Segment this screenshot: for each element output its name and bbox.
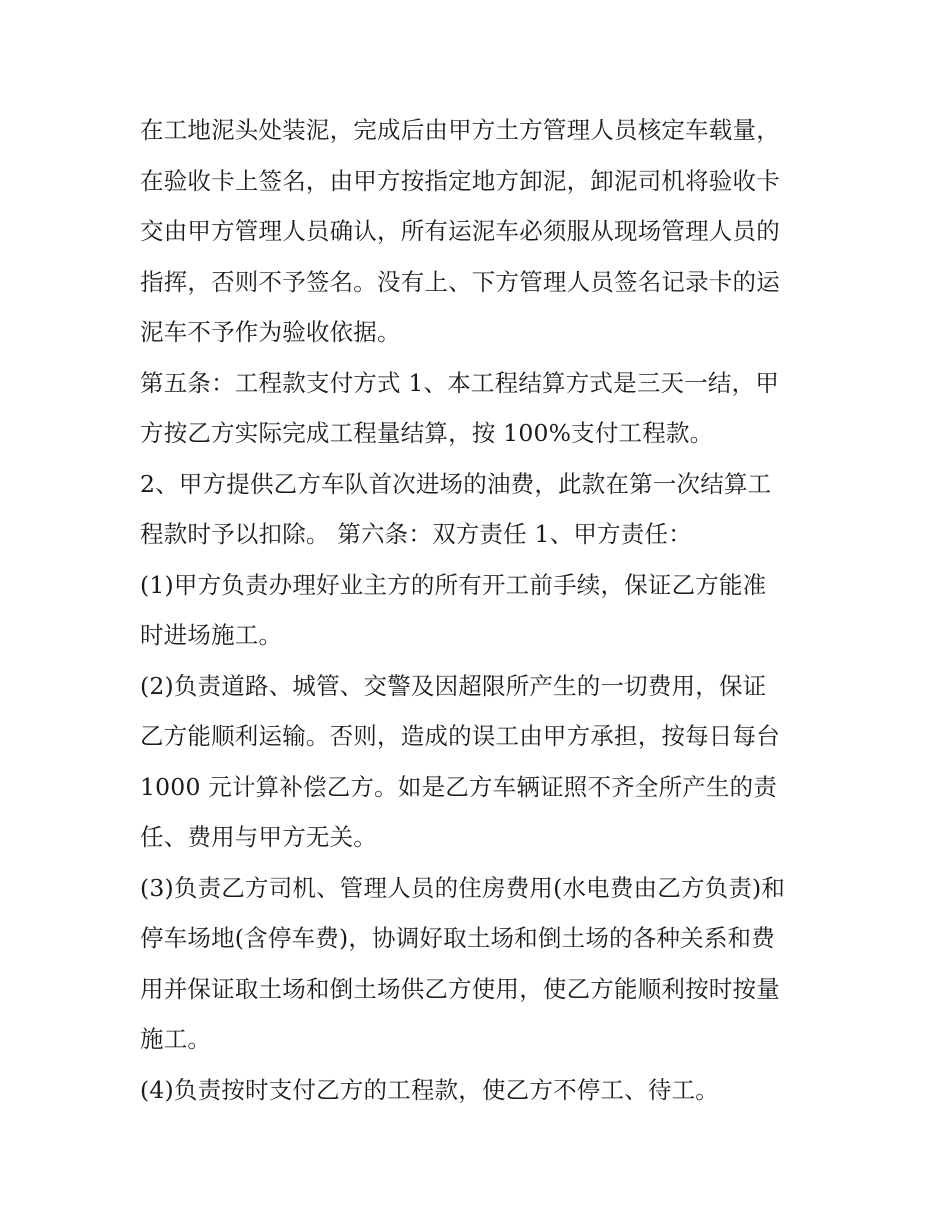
paragraph-article-5 [140, 358, 820, 459]
paragraph-item-1 [140, 560, 820, 661]
paragraph-fuel-cost [140, 459, 820, 560]
text-line: 指挥，否则不予签名。没有上、下方管理人员签名记录卡的运 [140, 267, 780, 296]
text-line: 泥车不予作为验收依据。 [140, 318, 401, 346]
text-line: 2、甲方提供乙方车队首次进场的油费，此款在第一次结算工 [140, 469, 772, 498]
text-line: 任、费用与甲方无关。 [140, 823, 377, 851]
text-line: 1000 元计算补偿乙方。如是乙方车辆证照不齐全所产生的责 [140, 772, 778, 801]
text-line: 施工。 [140, 1025, 212, 1053]
paragraph-item-4 [140, 1065, 820, 1116]
text-line: (4)负责按时支付乙方的工程款，使乙方不停工、待工。 [140, 1075, 719, 1104]
text-line: 在验收卡上签名，由甲方按指定地方卸泥，卸泥司机将验收卡 [140, 166, 780, 195]
text-line: (1)甲方负责办理好业主方的所有开工前手续，保证乙方能准 [140, 570, 767, 599]
text-line: 停车场地(含停车费)，协调好取土场和倒土场的各种关系和费 [140, 924, 775, 952]
paragraph-item-2 [140, 661, 820, 863]
paragraph-loading-procedure [140, 105, 820, 358]
paragraph-item-3 [140, 863, 820, 1065]
text-line: 第五条：工程款支付方式 1、本工程结算方式是三天一结，甲 [140, 368, 780, 397]
document-body [140, 105, 820, 1115]
text-line: 交由甲方管理人员确认，所有运泥车必须服从现场管理人员的 [140, 217, 780, 245]
text-line: (3)负责乙方司机、管理人员的住房费用(水电费由乙方负责)和 [140, 873, 786, 902]
text-line: 时进场施工。 [140, 621, 283, 649]
text-line: 方按乙方实际完成工程量结算，按 100%支付工程款。 [140, 419, 714, 447]
text-line: (2)负责道路、城管、交警及因超限所产生的一切费用，保证 [140, 671, 767, 700]
text-line: 程款时予以扣除。 第六条：双方责任 1、甲方责任： [140, 520, 692, 548]
text-line: 用并保证取土场和倒土场供乙方使用，使乙方能顺利按时按量 [140, 974, 780, 1003]
text-line: 乙方能顺利运输。否则，造成的误工由甲方承担，按每日每台 [140, 722, 780, 750]
text-line: 在工地泥头处装泥，完成后由甲方土方管理人员核定车载量， [140, 116, 780, 144]
